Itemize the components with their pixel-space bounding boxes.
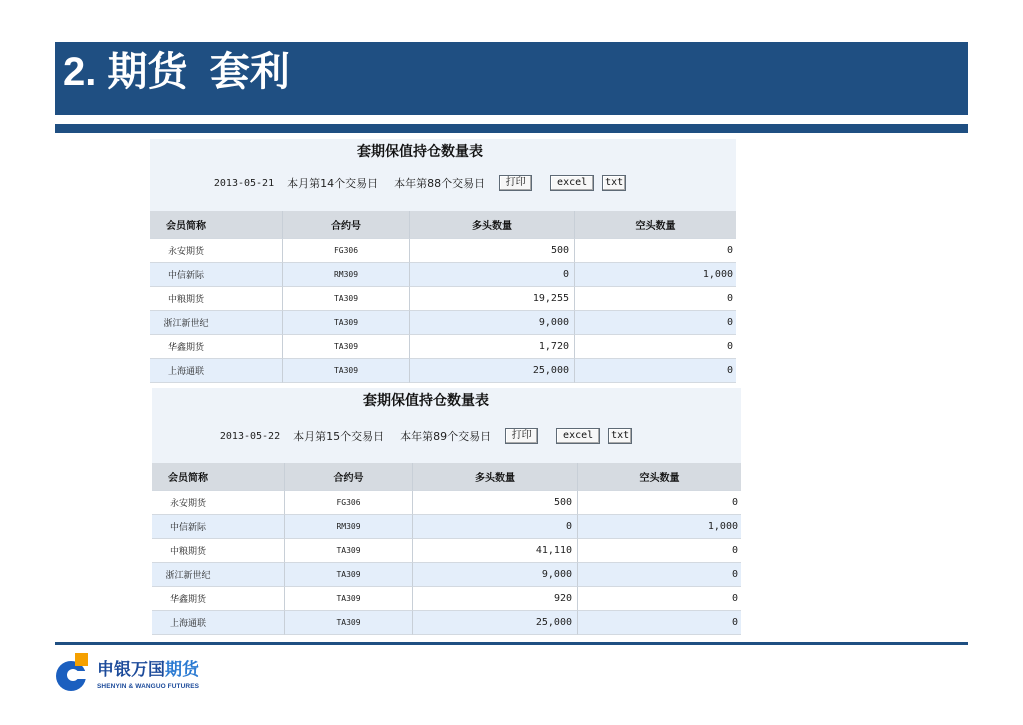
txt-export-button[interactable]: txt bbox=[602, 175, 626, 191]
slide-title-bar bbox=[55, 42, 968, 115]
contract-cell: FG306 bbox=[285, 491, 413, 515]
table-row bbox=[150, 311, 736, 335]
short-position-cell: 0 bbox=[575, 311, 736, 335]
table-row bbox=[152, 491, 741, 515]
member-name-cell: 上海通联 bbox=[152, 611, 285, 635]
table-header-row bbox=[152, 463, 741, 491]
long-position-cell: 9,000 bbox=[413, 563, 578, 587]
month-trading-day: 本月第14个交易日 bbox=[287, 177, 379, 190]
long-position-cell: 9,000 bbox=[410, 311, 575, 335]
contract-cell: RM309 bbox=[285, 515, 413, 539]
column-header-long: 多头数量 bbox=[413, 463, 578, 491]
footer-divider-line bbox=[55, 642, 968, 645]
column-header-long: 多头数量 bbox=[410, 211, 575, 239]
member-name-cell: 浙江新世纪 bbox=[152, 563, 285, 587]
long-position-cell: 25,000 bbox=[413, 611, 578, 635]
short-position-cell: 1,000 bbox=[578, 515, 741, 539]
contract-cell: TA309 bbox=[285, 611, 413, 635]
short-position-cell: 0 bbox=[578, 491, 741, 515]
member-name-cell: 浙江新世纪 bbox=[150, 311, 283, 335]
logo-name-cn bbox=[97, 660, 199, 680]
table-row bbox=[150, 359, 736, 383]
member-name-cell: 永安期货 bbox=[150, 239, 283, 263]
column-header-member: 会员简称 bbox=[152, 463, 285, 491]
contract-cell: TA309 bbox=[283, 359, 410, 383]
table-title: 套期保值持仓数量表 bbox=[363, 393, 489, 409]
long-position-cell: 0 bbox=[413, 515, 578, 539]
member-name-cell: 中粮期货 bbox=[152, 539, 285, 563]
column-header-contract: 合约号 bbox=[283, 211, 410, 239]
table-title: 套期保值持仓数量表 bbox=[357, 144, 483, 160]
table-row bbox=[152, 515, 741, 539]
long-position-cell: 920 bbox=[413, 587, 578, 611]
short-position-cell: 0 bbox=[575, 359, 736, 383]
long-position-cell: 0 bbox=[410, 263, 575, 287]
long-position-cell: 19,255 bbox=[410, 287, 575, 311]
year-trading-day: 本年第89个交易日 bbox=[400, 430, 492, 443]
logo-name-en: SHENYIN & WANGUO FUTURES bbox=[97, 683, 200, 690]
member-name-cell: 中粮期货 bbox=[150, 287, 283, 311]
shenyin-wanguo-logo-icon bbox=[55, 652, 89, 692]
table-row bbox=[152, 539, 741, 563]
trading-date-row bbox=[150, 165, 736, 211]
contract-cell: TA309 bbox=[283, 335, 410, 359]
year-trading-day: 本年第88个交易日 bbox=[394, 177, 486, 190]
print-button[interactable]: 打印 bbox=[505, 428, 538, 444]
month-trading-day: 本月第15个交易日 bbox=[293, 430, 385, 443]
table-row bbox=[150, 287, 736, 311]
long-position-cell: 1,720 bbox=[410, 335, 575, 359]
table-row bbox=[150, 239, 736, 263]
trading-date-row bbox=[152, 414, 741, 463]
member-name-cell: 上海通联 bbox=[150, 359, 283, 383]
trading-date: 2013-05-21 bbox=[213, 177, 275, 189]
short-position-cell: 0 bbox=[575, 239, 736, 263]
contract-cell: TA309 bbox=[283, 287, 410, 311]
column-header-short: 空头数量 bbox=[578, 463, 741, 491]
print-button[interactable]: 打印 bbox=[499, 175, 532, 191]
trading-date: 2013-05-22 bbox=[219, 430, 281, 442]
table-row bbox=[152, 611, 741, 635]
table-row bbox=[150, 263, 736, 287]
short-position-cell: 0 bbox=[575, 287, 736, 311]
short-position-cell: 0 bbox=[578, 563, 741, 587]
long-position-cell: 25,000 bbox=[410, 359, 575, 383]
short-position-cell: 0 bbox=[578, 587, 741, 611]
table-row bbox=[152, 587, 741, 611]
contract-cell: TA309 bbox=[285, 563, 413, 587]
txt-export-button[interactable]: txt bbox=[608, 428, 632, 444]
long-position-cell: 500 bbox=[413, 491, 578, 515]
company-logo bbox=[55, 652, 215, 694]
column-header-member: 会员简称 bbox=[150, 211, 283, 239]
table-row bbox=[150, 335, 736, 359]
short-position-cell: 0 bbox=[575, 335, 736, 359]
excel-export-button[interactable]: excel bbox=[556, 428, 600, 444]
long-position-cell: 500 bbox=[410, 239, 575, 263]
hedging-position-table-1 bbox=[150, 139, 736, 383]
member-name-cell: 华鑫期货 bbox=[152, 587, 285, 611]
slide-title: 2. 期货 套利 bbox=[63, 50, 290, 94]
long-position-cell: 41,110 bbox=[413, 539, 578, 563]
contract-cell: TA309 bbox=[285, 539, 413, 563]
short-position-cell: 1,000 bbox=[575, 263, 736, 287]
table-row bbox=[152, 563, 741, 587]
title-divider-strip bbox=[55, 124, 968, 133]
logo-name-main: 申银万国 bbox=[97, 660, 165, 680]
member-name-cell: 中信新际 bbox=[152, 515, 285, 539]
column-header-contract: 合约号 bbox=[285, 463, 413, 491]
contract-cell: RM309 bbox=[283, 263, 410, 287]
logo-name-suffix: 期货 bbox=[165, 660, 199, 680]
excel-export-button[interactable]: excel bbox=[550, 175, 594, 191]
member-name-cell: 中信新际 bbox=[150, 263, 283, 287]
contract-cell: FG306 bbox=[283, 239, 410, 263]
member-name-cell: 永安期货 bbox=[152, 491, 285, 515]
contract-cell: TA309 bbox=[283, 311, 410, 335]
member-name-cell: 华鑫期货 bbox=[150, 335, 283, 359]
short-position-cell: 0 bbox=[578, 539, 741, 563]
table-header-row bbox=[150, 211, 736, 239]
short-position-cell: 0 bbox=[578, 611, 741, 635]
hedging-position-table-2 bbox=[152, 388, 741, 635]
contract-cell: TA309 bbox=[285, 587, 413, 611]
column-header-short: 空头数量 bbox=[575, 211, 736, 239]
